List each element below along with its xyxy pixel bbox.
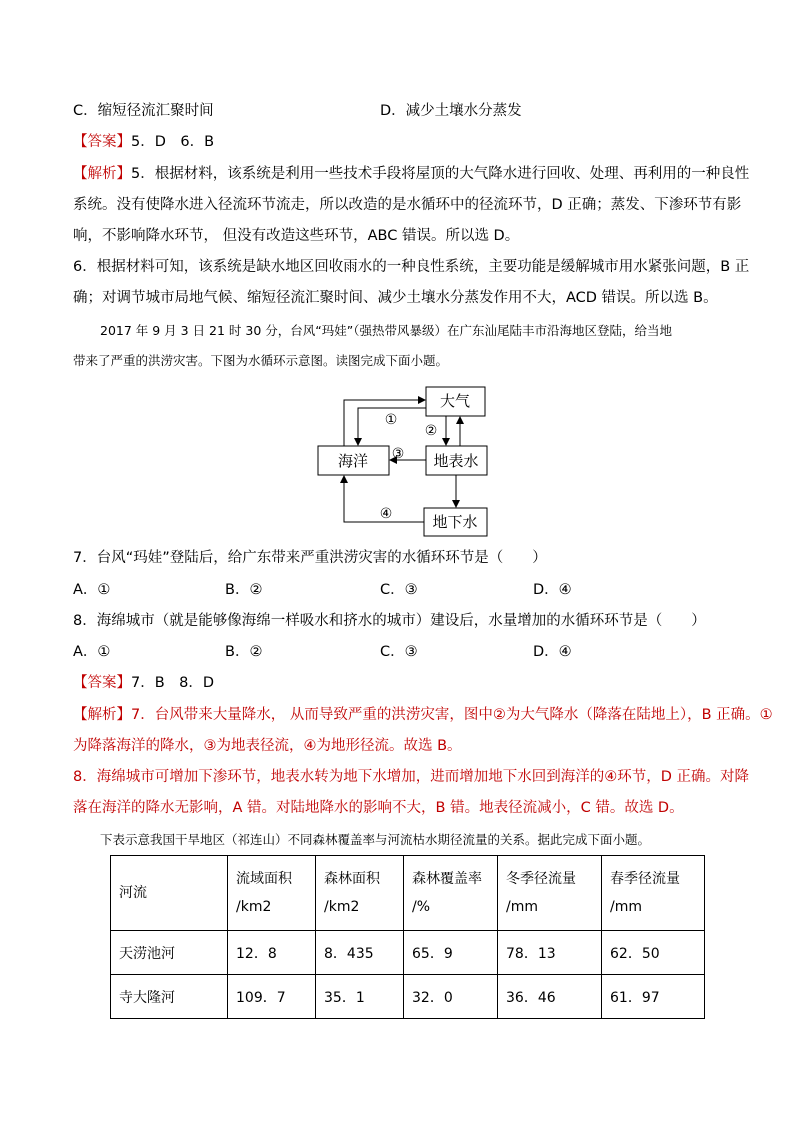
label-1: ① <box>384 412 398 428</box>
header-cell: 冬季径流量 /mm <box>498 856 602 931</box>
table-row <box>111 931 705 975</box>
table-cell: 78．13 <box>498 931 602 975</box>
table-cell: 109．7 <box>228 975 316 1019</box>
surface-water-label: 地表水 <box>433 452 479 470</box>
q8-option-d: D．④ <box>533 644 572 660</box>
table-cell: 寺大隆河 <box>111 975 228 1019</box>
answer-tag: 【答案】 <box>73 675 131 691</box>
analysis-line: 为降落海洋的降水，③为地表径流，④为地形径流。故选 B。 <box>73 738 462 754</box>
label-3: ③ <box>391 446 405 462</box>
header-cell: 河流 <box>111 856 228 931</box>
water-cycle-diagram <box>300 378 510 543</box>
analysis-line: 系统。没有使降水进入径流环节流走，所以改造的是水循环中的径流环节，D 正确；蒸发、下渗环节有影 <box>73 197 742 213</box>
table-cell: 32．0 <box>404 975 498 1019</box>
label-4: ④ <box>379 506 393 522</box>
intro-line: 带来了严重的洪涝灾害。下图为水循环示意图。读图完成下面小题。 <box>73 353 449 368</box>
analysis-line: 落在海洋的降水无影响，A 错。对陆地降水的影响不大，B 错。地表径流减小，C 错。故选 D。 <box>73 800 684 816</box>
ocean-label: 海洋 <box>337 452 369 470</box>
groundwater-label: 地下水 <box>432 513 478 531</box>
q8-option-c: C．③ <box>380 644 418 660</box>
option-c: C．缩短径流汇聚时间 <box>73 103 214 119</box>
option-d: D．减少土壤水分蒸发 <box>380 103 522 119</box>
table-cell: 36．46 <box>498 975 602 1019</box>
atmosphere-label: 大气 <box>439 392 471 410</box>
table-cell: 65．9 <box>404 931 498 975</box>
analysis-text: 7．台风带来大量降水， 从而导致严重的洪涝灾害，图中②为大气降水（降落在陆地上），B 正确。① <box>131 707 773 723</box>
question-8-stem: 8．海绵城市（就是能够像海绵一样吸水和挤水的城市）建设后，水量增加的水循环环节是（ ） <box>73 613 706 629</box>
analysis-tag: 【解析】 <box>73 166 131 182</box>
analysis-line: 确；对调节城市局地气候、缩短径流汇聚时间、减少土壤水分蒸发作用不大，ACD 错误。所以选 B。 <box>73 290 718 306</box>
header-cell: 春季径流量 /mm <box>602 856 705 931</box>
answer-text: 7．B 8．D <box>131 675 215 691</box>
header-cell: 森林覆盖率 /% <box>404 856 498 931</box>
table-cell: 35．1 <box>316 975 404 1019</box>
table-cell: 12．8 <box>228 931 316 975</box>
table-cell: 8．435 <box>316 931 404 975</box>
analysis-line <box>73 705 773 725</box>
analysis-text: 5．根据材料，该系统是利用一些技术手段将屋顶的大气降水进行回收、处理、再利用的一种良性 <box>131 166 750 182</box>
header-cell: 森林面积 /km2 <box>316 856 404 931</box>
answer-block-1 <box>73 132 214 152</box>
table-row <box>111 975 705 1019</box>
q7-option-b: B．② <box>225 582 263 598</box>
intro-line: 2017 年 9 月 3 日 21 时 30 分，台风“玛娃”（强热带风暴级）在广东汕尾陆丰市沿海地区登陆，给当地 <box>100 323 672 338</box>
q8-option-a: A．① <box>73 644 111 660</box>
label-2: ② <box>424 423 438 439</box>
table-header-row <box>111 856 705 931</box>
answer-text: 5．D 6．B <box>131 134 215 150</box>
q7-option-a: A．① <box>73 582 111 598</box>
q8-option-b: B．② <box>225 644 263 660</box>
answer-tag: 【答案】 <box>73 134 131 150</box>
question-7-stem: 7．台风“玛娃”登陆后，给广东带来严重洪涝灾害的水循环环节是（ ） <box>73 550 547 566</box>
analysis-line: 响，不影响降水环节， 但没有改造这些环节，ABC 错误。所以选 D。 <box>73 228 520 244</box>
table-cell: 天涝池河 <box>111 931 228 975</box>
table-intro: 下表示意我国干旱地区（祁连山）不同森林覆盖率与河流枯水期径流量的关系。据此完成下面小题。 <box>100 832 651 847</box>
analysis-line <box>73 164 749 184</box>
q7-option-c: C．③ <box>380 582 418 598</box>
analysis-tag: 【解析】 <box>73 707 131 723</box>
table-cell: 61．97 <box>602 975 705 1019</box>
table-cell: 62．50 <box>602 931 705 975</box>
analysis-line: 8．海绵城市可增加下渗环节，地表水转为地下水增加，进而增加地下水回到海洋的④环节，D 正确。对降 <box>73 769 749 785</box>
data-table <box>110 855 705 1019</box>
analysis-line: 6．根据材料可知，该系统是缺水地区回收雨水的一种良性系统，主要功能是缓解城市用水紧张问题，B 正 <box>73 259 750 275</box>
header-cell: 流域面积 /km2 <box>228 856 316 931</box>
q7-option-d: D．④ <box>533 582 572 598</box>
answer-block-2 <box>73 673 214 693</box>
